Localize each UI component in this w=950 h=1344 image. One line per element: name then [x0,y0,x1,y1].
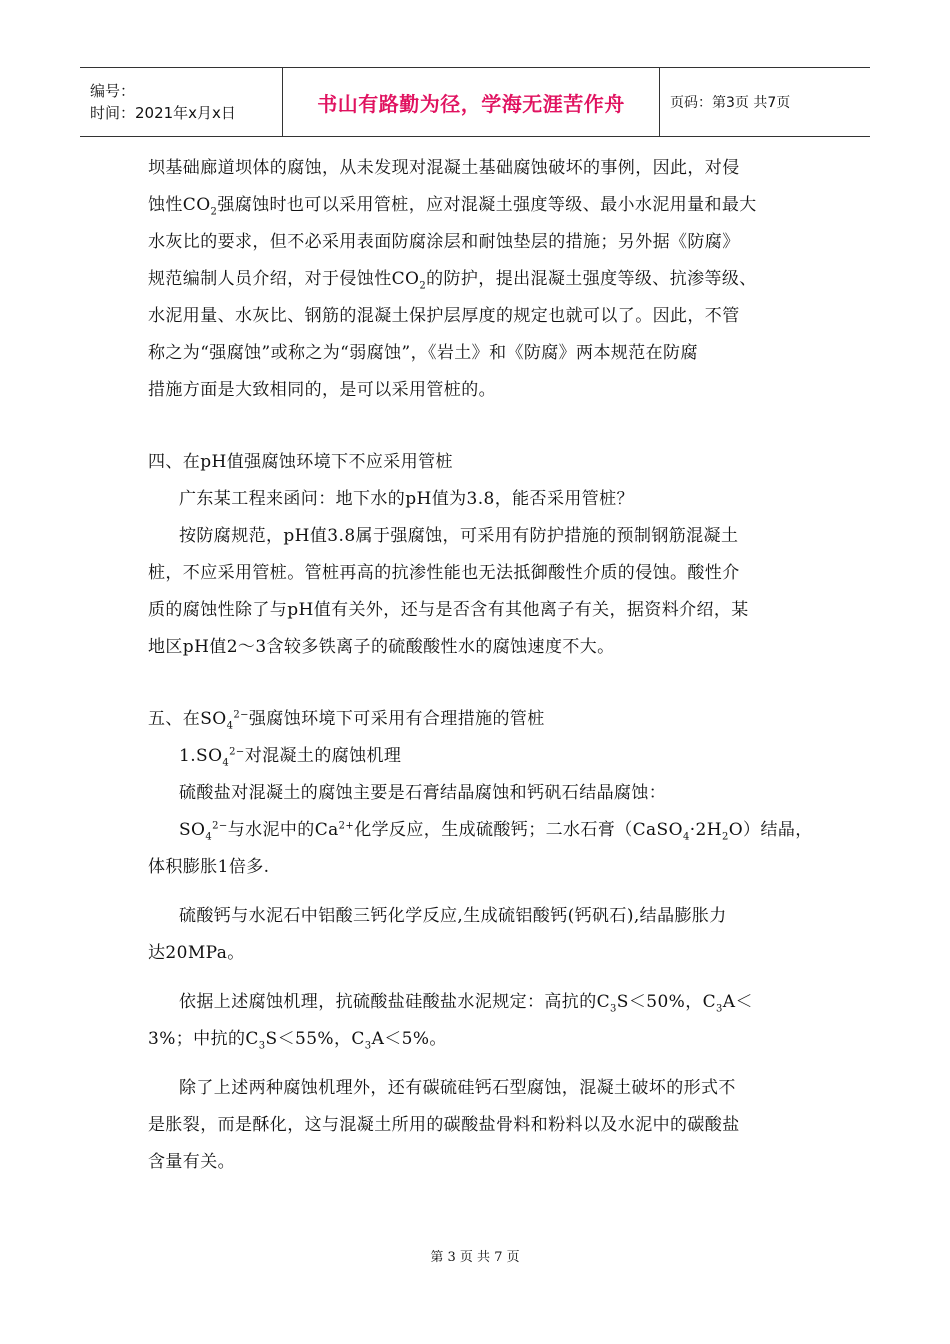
section-heading: 四、在pH值强腐蚀环境下不应采用管桩 [148,452,453,472]
superscript: 2− [229,746,245,758]
text-line: 称之为“强腐蚀”或称之为“弱腐蚀”，《岩土》和《防腐》两本规范在防腐 [148,343,698,363]
superscript: 2− [233,709,249,721]
text-line [117,1021,447,1058]
page-footer: 第 3 页 共 7 页 [430,1250,520,1265]
page-label: 页码：第3页 共7页 [670,95,791,111]
paragraph: 硫酸盐对混凝土的腐蚀主要是石膏结晶腐蚀和钙矾石结晶腐蚀： [179,783,667,803]
superscript: 2− [212,820,228,832]
paragraph [148,518,818,666]
header-meta [80,68,282,136]
text-line: 达20MPa。 [148,943,245,963]
text-line: 除了上述两种腐蚀机理外，还有碳硫硅钙石型腐蚀，混凝土破坏的形式不 [179,1078,736,1098]
date-label: 时间：2021年x月x日 [90,104,236,122]
text-line: 质的腐蚀性除了与pH值有关外，还与是否含有其他离子有关，据资料介绍，某 [148,600,749,620]
header-page-cell [660,68,870,136]
paragraph [148,984,818,1058]
text-run: 化学反应，生成硫酸钙；二水石膏（CaSO [354,820,683,840]
subscript: 3 [364,1040,372,1052]
text-line: 体积膨胀1倍多. [148,857,270,877]
text-line: 的防护，提出混凝土强度等级、抗渗等级、 [426,269,757,289]
text-run: 强腐蚀环境下可采用有合理措施的管桩 [248,709,545,729]
subscript: 3 [716,1003,723,1015]
text-run: 与水泥中的Ca [227,820,339,840]
text-run: 五、在SO [148,709,227,729]
text-run: SO [179,820,206,840]
subscript: 2 [721,831,729,843]
subscript: 2 [210,206,218,218]
paragraph [148,1070,818,1181]
text-line: 规范编制人员介绍，对于侵蚀性CO [148,269,420,289]
document-body [148,150,818,1181]
text-run: 1.SO [179,746,223,766]
text-run: 3%；中抗的C [148,1029,259,1049]
text-line: 坝基础廊道坝体的腐蚀，从未发现对混凝土基础腐蚀破坏的事例，因此，对侵 [148,158,740,178]
text-line: 水灰比的要求，但不必采用表面防腐涂层和耐蚀垫层的措施；另外据《防腐》 [148,232,740,252]
section-heading [148,701,818,738]
motto: 书山有路勤为径，学海无涯苦作舟 [317,91,625,116]
paragraph [148,150,818,409]
text-line: 桩，不应采用管桩。管桩再高的抗渗性能也无法抵御酸性介质的侵蚀。酸性介 [148,563,740,583]
text-line: 按防腐规范，pH值3.8属于强腐蚀，可采用有防护措施的预制钢筋混凝土 [179,526,739,546]
text-run: A＜ [722,992,753,1012]
text-run: 对混凝土的腐蚀机理 [244,746,402,766]
text-line: 含量有关。 [148,1152,235,1172]
subscript: 4 [682,831,690,843]
number-label: 编号： [90,82,136,100]
paragraph [148,812,818,886]
subscript: 2 [419,280,427,292]
header-motto-cell [282,68,660,136]
text-line: 措施方面是大致相同的，是可以采用管桩的。 [148,380,496,400]
superscript: 2+ [338,820,355,832]
document-header [80,67,870,137]
subscript: 4 [226,720,234,732]
subscript: 3 [258,1040,266,1052]
subscript: 4 [205,831,213,843]
text-line: 硫酸钙与水泥石中铝酸三钙化学反应,生成硫铝酸钙(钙矾石),结晶膨胀力 [179,906,727,926]
subsection-heading [148,738,818,775]
subscript: 3 [610,1003,617,1015]
text-run: S＜55%，C [265,1029,365,1049]
text-line: 蚀性CO [148,195,211,215]
text-line: 强腐蚀时也可以采用管桩，应对混凝土强度等级、最小水泥用量和最大 [217,195,757,215]
text-line: 地区pH值2～3含较多铁离子的硫酸酸性水的腐蚀速度不大。 [148,637,615,657]
text-run: S＜50%，C [616,992,717,1012]
text-run: A＜5%。 [371,1029,447,1049]
paragraph: 广东某工程来函问：地下水的pH值为3.8，能否采用管桩？ [179,489,634,509]
text-run: ·2H [689,820,722,840]
text-run: 依据上述腐蚀机理，抗硫酸盐硅酸盐水泥规定：高抗的C [179,992,611,1012]
text-line: 水泥用量、水灰比、钢筋的混凝土保护层厚度的规定也就可以了。因此，不管 [148,306,740,326]
text-line: 是胀裂，而是酥化，这与混凝土所用的碳酸盐骨料和粉料以及水泥中的碳酸盐 [148,1115,740,1135]
paragraph [148,898,818,972]
text-run: O）结晶， [728,820,813,840]
subscript: 4 [222,757,230,769]
